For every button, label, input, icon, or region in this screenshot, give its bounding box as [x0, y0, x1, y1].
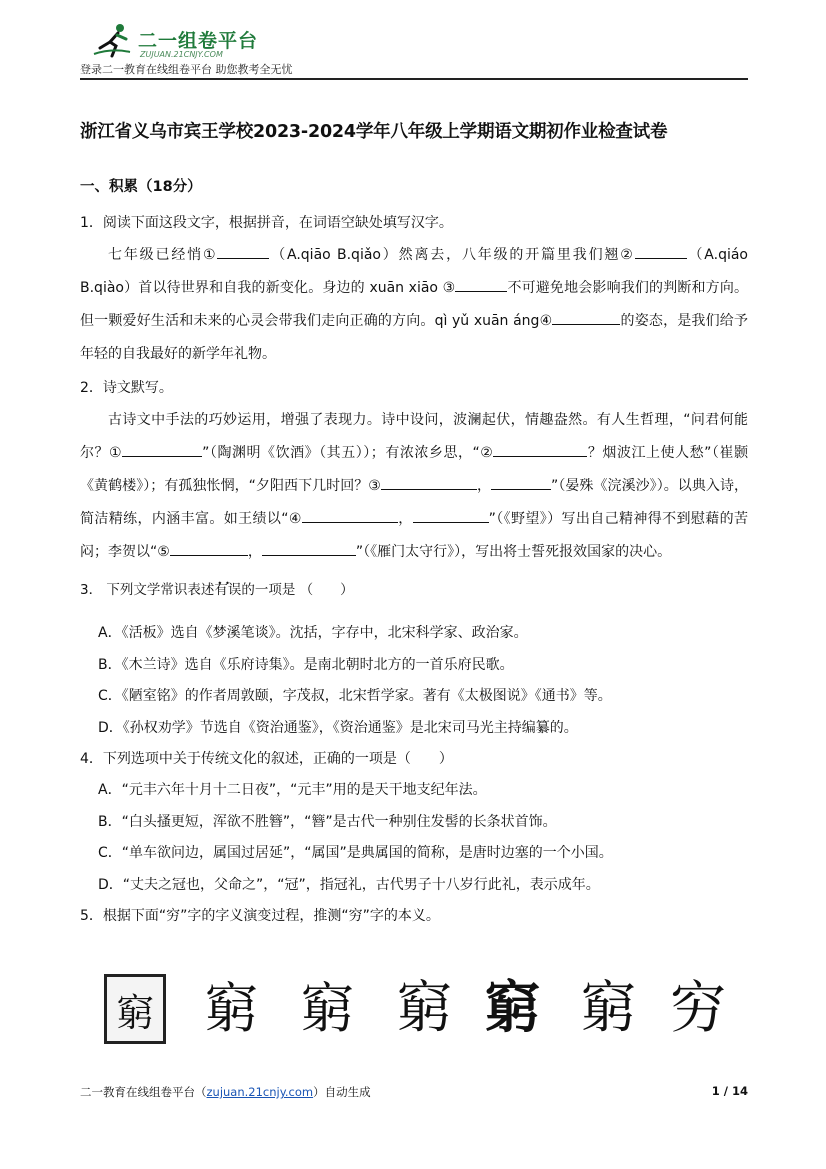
traditional-glyph: 窮 [580, 976, 636, 1041]
document-title: 浙江省义乌市宾王学校2023-2024学年八年级上学期语文期初作业检查试卷 [80, 122, 668, 142]
question-4-option-d[interactable]: D．“丈夫之冠也，父命之”，“冠”，指冠礼，古代男子十八岁行此礼，表示成年。 [98, 876, 600, 893]
logo-runner-icon [90, 22, 134, 60]
question-4-option-c[interactable]: C．“单车欲问边，属国过居延”，“属国”是典属国的简称，是唐时边塞的一个小国。 [98, 845, 613, 861]
question-2-stem: 2．诗文默写。 [80, 380, 173, 396]
answer-blank[interactable] [491, 473, 551, 490]
answer-blank[interactable] [635, 242, 687, 259]
seal-script-glyph: 窮 [300, 977, 354, 1040]
answer-blank[interactable] [262, 539, 356, 556]
small-seal-glyph: 窮 [396, 976, 452, 1041]
logo-url: ZUJUAN.21CNJY.COM [140, 50, 223, 59]
answer-blank[interactable] [455, 275, 507, 292]
emphasis-text: •• 有误 [214, 582, 241, 598]
document-body [80, 175, 748, 932]
clerical-script-glyph: 窮 [484, 976, 540, 1041]
question-3-option-b[interactable]: B．《木兰诗》选自《乐府诗集》。是南北朝时北方的一首乐府民歌。 [98, 656, 514, 673]
answer-blank[interactable] [302, 506, 398, 523]
question-2-passage: 古诗文中手法的巧妙运用，增强了表现力。诗中设问，波澜起伏，情趣盎然。有人生哲理，“问君何能尔？① ”（陶渊明《饮酒》（其五））；有浓浓乡思，“② ？烟波江上使人愁”（崔颢《黄鹤楼》）；有孤独怅惘，“夕阳西下几时回？③ ， ”（晏殊《浣溪沙》）。以典入诗，简洁精练，内涵丰富。如王绩以“④ ， ”（《野望》）写出自己精神得不到慰藉的苦闷；李贺以“⑤ ， ”（《雁门太守行》），写出将士誓死报效国家的决心。 [80, 412, 749, 560]
answer-blank[interactable] [122, 440, 202, 457]
footer-link[interactable]: zujuan.21cnjy.com [206, 1085, 314, 1099]
question-4-stem: 4．下列选项中关于传统文化的叙述，正确的一项是（ ） [80, 751, 453, 767]
oracle-script-glyph: 窮 [104, 974, 166, 1044]
answer-blank[interactable] [217, 242, 269, 259]
question-4-option-b[interactable]: B．“白头搔更短，浑欲不胜簪”，“簪”是古代一种别住发髻的长条状首饰。 [98, 813, 557, 830]
answer-blank[interactable] [493, 440, 587, 457]
page-number: 1 / 14 [711, 1084, 748, 1098]
section-heading: 一、积累（18分） [80, 179, 202, 195]
page-header [80, 18, 748, 80]
page-footer: 二一教育在线组卷平台（zujuan.21cnjy.com）自动生成 1 / 14 [80, 1084, 748, 1099]
question-3-option-d[interactable]: D．《孙权劝学》节选自《资治通鉴》，《资治通鉴》是北宋司马光主持编纂的。 [98, 719, 578, 736]
logo-title: 二一组卷平台 [138, 30, 259, 52]
answer-blank[interactable] [413, 506, 489, 523]
question-3-stem: 3． 下列文学常识表述•• 有误的一项是 （ ） [80, 575, 748, 606]
question-4-option-a[interactable]: A．“元丰六年十月十二日夜”，“元丰”用的是天干地支纪年法。 [98, 782, 487, 798]
bronze-script-glyph: 窮 [204, 977, 254, 1040]
header-slogan: 登录二一教育在线组卷平台 助您教考全无忧 [80, 63, 293, 76]
simplified-glyph: 穷 [670, 976, 726, 1041]
question-3-option-c[interactable]: C．《陋室铭》的作者周敦颐，字茂叔，北宋哲学家。著有《太极图说》《通书》等。 [98, 688, 612, 704]
character-evolution-images [104, 974, 724, 1044]
answer-blank[interactable] [381, 473, 477, 490]
question-1-passage: 七年级已经悄① （A.qiāo B.qiǎo）然离去，八年级的开篇里我们翘② （A.qiáo B.qiào）首以待世界和自我的新变化。身边的 xuān xiāo ③ 不可避免地会影响我们的判断和方向。但一颗爱好生活和未来的心灵会带我们走向正确的方向。qì yǔ xuān áng④ 的姿态，是我们给予年轻的自我最好的新学年礼物。 [80, 239, 748, 371]
question-1-stem: 1．阅读下面这段文字，根据拼音，在词语空缺处填写汉字。 [80, 215, 453, 231]
answer-blank[interactable] [552, 308, 620, 325]
answer-blank[interactable] [170, 539, 248, 556]
question-3-option-a[interactable]: A．《活板》选自《梦溪笔谈》。沈括，字存中，北宋科学家、政治家。 [98, 625, 528, 641]
question-5-stem: 5．根据下面“穷”字的字义演变过程，推测“穷”字的本义。 [80, 908, 440, 924]
